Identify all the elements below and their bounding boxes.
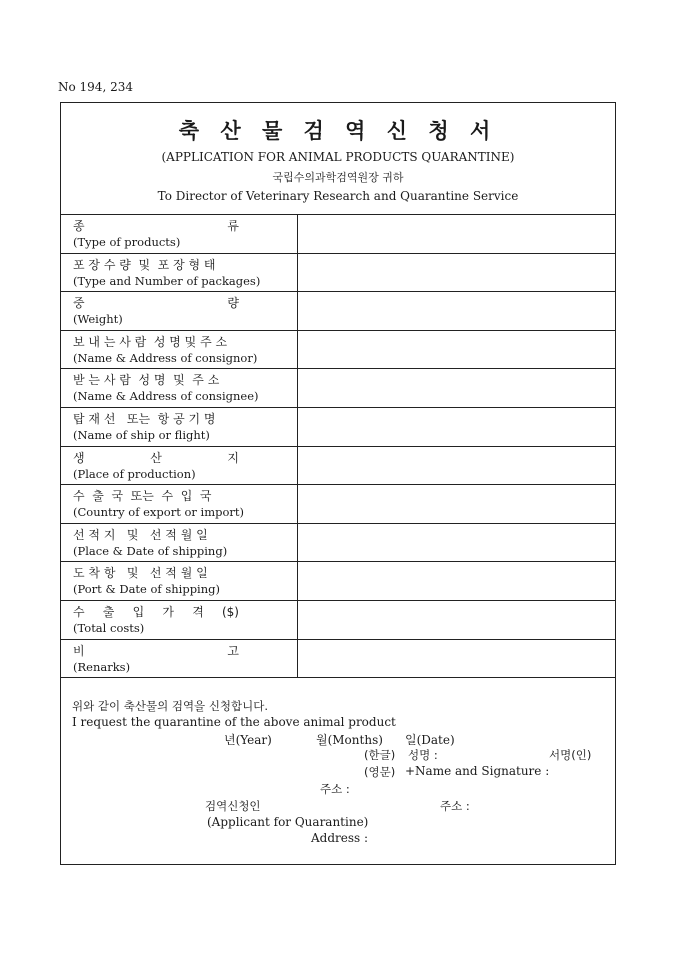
field-label-ko: 수 출 입 가 격 ($) <box>73 604 239 619</box>
field-label-ko: 비 고 <box>73 643 239 658</box>
row-packages <box>61 254 615 293</box>
field-label-ko: 종 류 <box>73 219 239 233</box>
application-form <box>60 102 616 865</box>
field-label-en: (Place & Date of shipping) <box>73 543 228 558</box>
field-label-en: (Place of production) <box>73 466 196 481</box>
field-value[interactable] <box>298 215 615 253</box>
form-subtitle: (APPLICATION FOR ANIMAL PRODUCTS QUARANTINE) <box>161 150 515 164</box>
row-ship-or-flight <box>61 408 615 447</box>
year-label: 년(Year) <box>224 733 272 748</box>
address-label-en: Address : <box>311 831 369 846</box>
field-value[interactable] <box>298 331 615 369</box>
row-total-costs <box>61 601 615 640</box>
field-value[interactable] <box>298 408 615 446</box>
row-remarks <box>61 640 615 679</box>
field-value[interactable] <box>298 254 615 292</box>
field-label-en: (Type and Number of packages) <box>73 273 261 288</box>
field-label-en: (Type of products) <box>73 235 181 249</box>
declaration-english: I request the quarantine of the above animal product <box>72 715 396 730</box>
field-label-en: (Country of export or import) <box>73 505 245 520</box>
field-value[interactable] <box>298 369 615 407</box>
field-label-ko: 포 장 수 량 및 포 장 형 태 <box>73 257 216 272</box>
field-label-ko: 중 량 <box>73 296 239 311</box>
form-title: 축 산 물 검 역 신 청 서 <box>178 119 498 143</box>
declaration-section <box>61 678 615 867</box>
english-tag: (영문) <box>364 765 396 780</box>
row-consignee <box>61 369 615 408</box>
field-label-en: (Name & Address of consignor) <box>73 350 258 365</box>
field-label-en: (Port & Date of shipping) <box>73 582 220 597</box>
field-label-ko: 보 내 는 사 람 성 명 및 주 소 <box>73 334 228 349</box>
row-place-of-production <box>61 447 615 486</box>
document-number: No 194, 234 <box>58 80 133 94</box>
applicant-label-ko: 검역신청인 <box>205 799 261 814</box>
field-label-ko: 도 착 항 및 선 적 월 일 <box>73 566 208 581</box>
field-value[interactable] <box>298 447 615 485</box>
hangul-tag: (한글) <box>364 748 396 763</box>
field-label-ko: 생 산 지 <box>73 450 239 465</box>
row-weight <box>61 292 615 331</box>
field-label-en: (Total costs) <box>73 620 145 635</box>
field-label-en: (Weight) <box>73 312 123 327</box>
declaration-korean: 위와 같이 축산물의 검역을 신청합니다. <box>72 699 269 714</box>
field-label-en: (Name & Address of consignee) <box>73 389 259 404</box>
name-and-signature-label: +Name and Signature : <box>405 764 550 779</box>
field-value[interactable] <box>298 524 615 562</box>
row-port-date-shipping <box>61 562 615 601</box>
field-label-en: (Name of ship or flight) <box>73 427 210 442</box>
day-label: 일(Date) <box>405 733 455 748</box>
month-label: 월(Months) <box>316 733 383 748</box>
addressee-english: To Director of Veterinary Research and Quarantine Service <box>157 189 519 203</box>
row-place-date-shipping <box>61 524 615 563</box>
field-label-ko: 선 적 지 및 선 적 월 일 <box>73 527 208 542</box>
row-type-of-products <box>61 215 615 254</box>
field-value[interactable] <box>298 601 615 639</box>
field-label-ko: 탑 재 선 또는 항 공 기 명 <box>73 411 216 426</box>
field-value[interactable] <box>298 640 615 678</box>
row-consignor <box>61 331 615 370</box>
field-value[interactable] <box>298 292 615 330</box>
form-table <box>61 215 615 678</box>
row-country <box>61 485 615 524</box>
address-label-ko: 주소 : <box>320 782 350 797</box>
signature-seal-label: 서명(인) <box>549 748 592 763</box>
field-label-ko: 수 출 국 또는 수 입 국 <box>73 489 212 504</box>
form-header <box>61 103 615 215</box>
field-value[interactable] <box>298 562 615 600</box>
field-value[interactable] <box>298 485 615 523</box>
applicant-address-label-ko: 주소 : <box>440 799 470 814</box>
name-label: 성명 : <box>408 748 438 763</box>
field-label-en: (Renarks) <box>73 659 131 674</box>
addressee-korean: 국립수의과학검역원장 귀하 <box>272 171 404 184</box>
field-label-ko: 받 는 사 람 성 명 및 주 소 <box>73 373 220 388</box>
applicant-label-en: (Applicant for Quarantine) <box>207 815 369 830</box>
